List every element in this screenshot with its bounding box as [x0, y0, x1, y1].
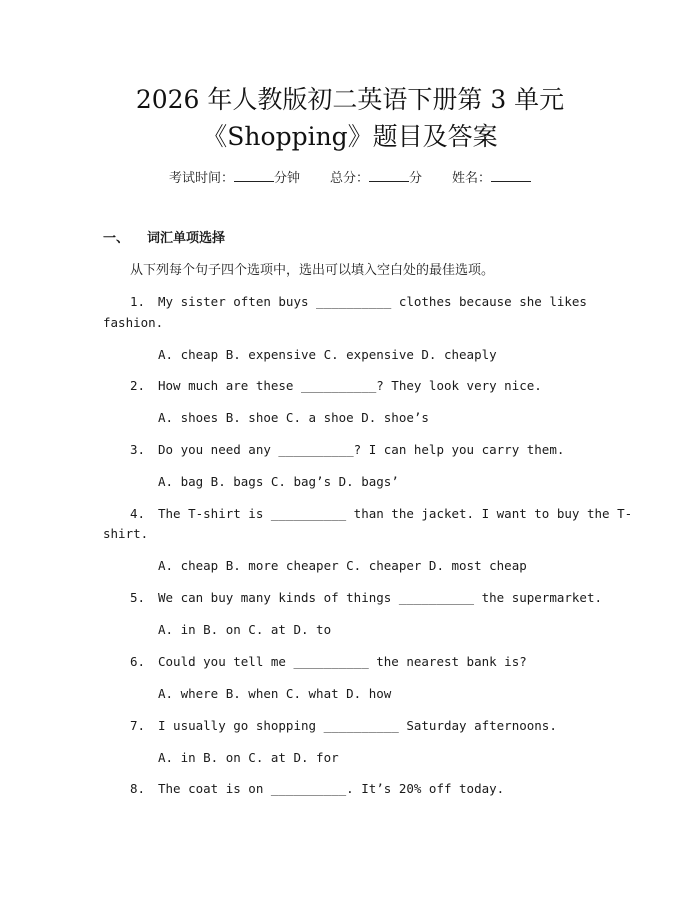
question-5 — [130, 589, 602, 607]
question-number: 8. — [130, 781, 146, 796]
question-number: 1. — [130, 294, 146, 309]
name-label: 姓名： — [452, 171, 492, 186]
question-4-continuation: shirt. — [103, 526, 149, 541]
question-text: The coat is on __________. It’s 20% off today. — [158, 781, 505, 796]
question-5-options: A. in B. on C. at D. to — [158, 622, 332, 637]
question-text: I usually go shopping __________ Saturday afternoons. — [158, 718, 557, 733]
score-unit: 分 — [409, 171, 423, 186]
score-label: 总分： — [329, 171, 369, 186]
name-blank — [491, 168, 531, 182]
question-number: 2. — [130, 378, 146, 393]
question-number: 7. — [130, 718, 146, 733]
question-1-options: A. cheap B. expensive C. expensive D. cheaply — [158, 347, 497, 362]
question-6-options: A. where B. when C. what D. how — [158, 686, 392, 701]
exam-info-line — [0, 168, 700, 188]
page-title-line-2: 《Shopping》题目及答案 — [202, 122, 498, 151]
question-4-options: A. cheap B. more cheaper C. cheaper D. most cheap — [158, 558, 527, 573]
time-unit: 分钟 — [273, 171, 300, 186]
section-number: 一、 — [103, 231, 130, 246]
question-2 — [130, 377, 542, 395]
question-text: Could you tell me __________ the nearest bank is? — [158, 654, 527, 669]
page-title-line-1: 2026 年人教版初二英语下册第 3 单元 — [135, 85, 565, 114]
question-3 — [130, 441, 564, 459]
question-3-options: A. bag B. bags C. bag’s D. bags’ — [158, 474, 399, 489]
question-4 — [130, 505, 632, 523]
question-number: 4. — [130, 506, 146, 521]
section-instruction: 从下列每个句子四个选项中，选出可以填入空白处的最佳选项。 — [130, 263, 495, 278]
question-text: How much are these __________? They look very nice. — [158, 378, 542, 393]
section-title: 词汇单项选择 — [147, 231, 226, 246]
question-6 — [130, 653, 527, 671]
question-1 — [130, 293, 587, 311]
time-blank — [234, 168, 274, 182]
score-blank — [369, 168, 409, 182]
question-1-continuation: fashion. — [103, 315, 164, 330]
question-number: 3. — [130, 442, 146, 457]
question-number: 5. — [130, 590, 146, 605]
question-text: My sister often buys __________ clothes because she likes — [158, 294, 587, 309]
question-text: Do you need any __________? I can help you carry them. — [158, 442, 565, 457]
time-label: 考试时间： — [168, 171, 234, 186]
question-text: We can buy many kinds of things __________ the supermarket. — [158, 590, 603, 605]
question-2-options: A. shoes B. shoe C. a shoe D. shoe’s — [158, 410, 429, 425]
question-number: 6. — [130, 654, 146, 669]
question-7-options: A. in B. on C. at D. for — [158, 750, 339, 765]
section-heading — [103, 230, 225, 248]
question-8 — [130, 780, 504, 798]
question-text: The T-shirt is __________ than the jacket. I want to buy the T- — [158, 506, 633, 521]
question-7 — [130, 717, 557, 735]
